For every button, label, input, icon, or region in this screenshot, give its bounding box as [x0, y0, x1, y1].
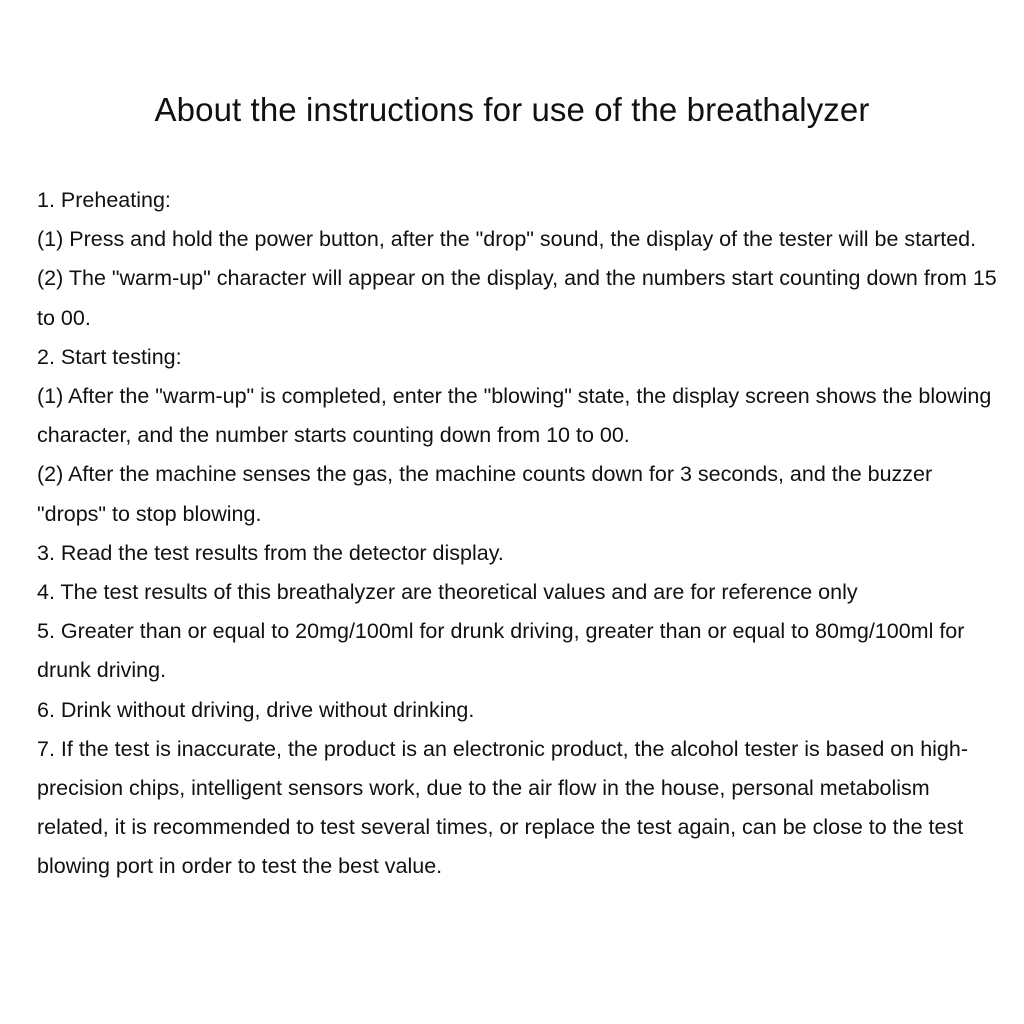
instruction-line: 6. Drink without driving, drive without drinking. [37, 697, 475, 722]
instruction-line: 5. Greater than or equal to 20mg/100ml for drunk driving, greater than or equal to 80mg/100ml for drunk driving. [37, 619, 965, 683]
instruction-line: 3. Read the test results from the detector display. [37, 540, 504, 565]
instruction-line: 7. If the test is inaccurate, the product is an electronic product, the alcohol tester is based on high-precision chips, intelligent sensors work, due to the air flow in the house, personal metabolism related, it is recommended to test several times, or replace the test again, can be close to the test blowing port in order to test the best value. [37, 736, 968, 879]
section-heading-start-testing: 2. Start testing: [37, 344, 182, 369]
instructions-body [37, 181, 997, 887]
section-heading-preheating: 1. Preheating: [37, 188, 171, 212]
instruction-line: (1) Press and hold the power button, after the "drop" sound, the display of the tester will be started. [37, 227, 977, 252]
instruction-line: 4. The test results of this breathalyzer are theoretical values and are for reference only [37, 580, 858, 605]
page-title: About the instructions for use of the breathalyzer [154, 91, 870, 128]
instruction-line: (2) After the machine senses the gas, the machine counts down for 3 seconds, and the buzzer "drops" to stop blowing. [37, 462, 933, 526]
instruction-line: (1) After the "warm-up" is completed, enter the "blowing" state, the display screen shows the blowing character, and the number starts counting down from 10 to 00. [37, 384, 992, 448]
instruction-line: (2) The "warm-up" character will appear on the display, and the numbers start counting down from 15 to 00. [37, 266, 997, 330]
